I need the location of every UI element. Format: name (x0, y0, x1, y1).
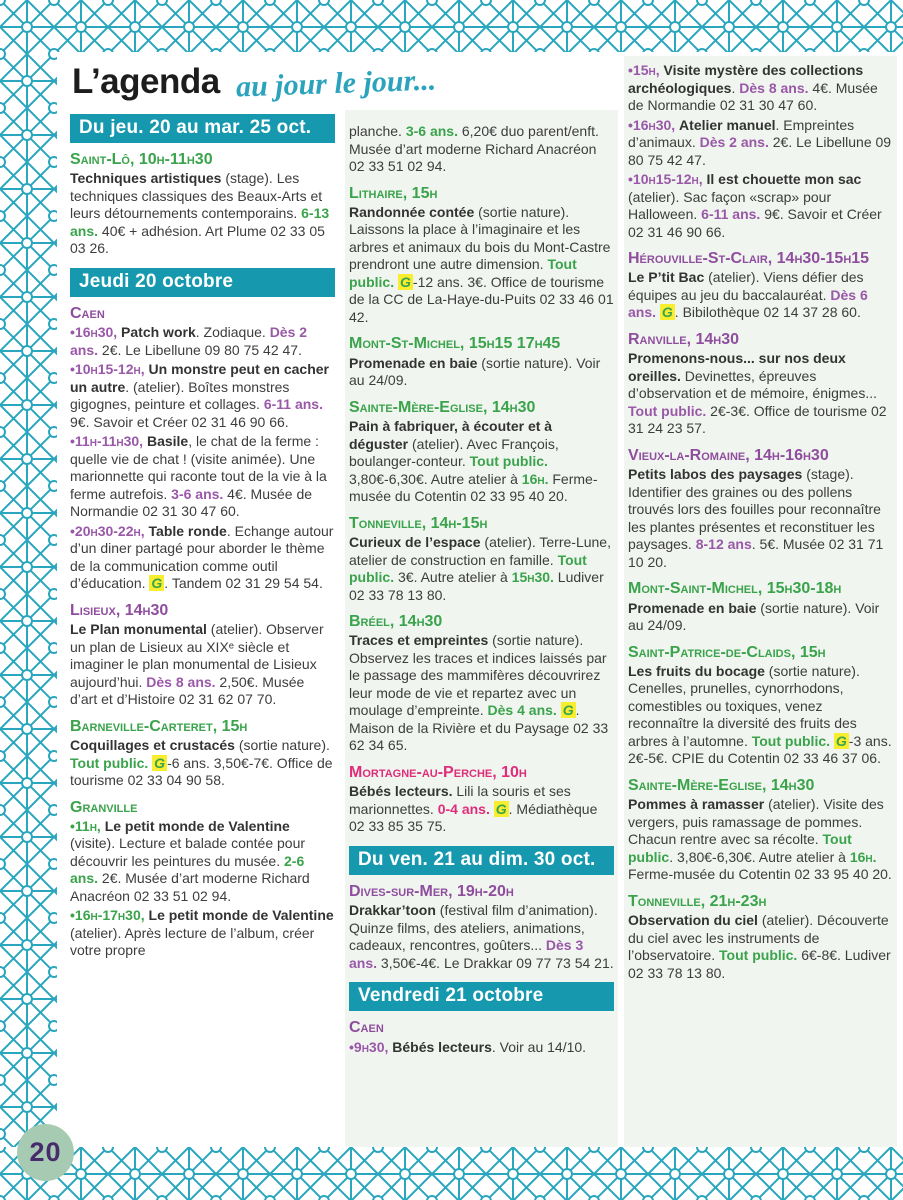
gratuit-badge: G (835, 732, 847, 749)
event-location: Tonneville, 21h-23h (628, 892, 767, 910)
event-block (628, 893, 893, 982)
gratuit-badge: G (154, 754, 166, 771)
border-pattern-top (0, 0, 903, 52)
event-location: Ranville, 14h30 (628, 330, 740, 348)
event-block (628, 777, 893, 884)
event-paragraph (70, 907, 335, 960)
text-segment: (stage). Les techniques classiques des Beaux-Arts et leurs détournements contemporains. (70, 170, 323, 222)
event-location: Caen (349, 1019, 384, 1037)
text-segment: -3 ans. 2€-5€. CPIE du Cotentin 02 33 46 37 06. (628, 732, 892, 767)
text-segment: Bébés lecteurs. (349, 783, 453, 800)
text-segment: Il est chouette mon sac (706, 171, 862, 187)
text-segment: 6-13 ans. (70, 205, 330, 239)
event-block (628, 644, 893, 768)
text-segment: 3,80€-6,30€. Autre atelier à (349, 470, 522, 487)
text-segment: 6-11 ans. (701, 206, 761, 222)
event-block (628, 250, 893, 322)
text-segment: . Echange autour d’un diner partagé pour aborder le thème de la communication comme outil d’éducation. (70, 522, 334, 592)
text-segment: Dès 8 ans. (146, 673, 216, 690)
event-paragraph (628, 171, 893, 241)
text-segment: Traces et empreintes (349, 632, 489, 649)
text-segment: (sortie nature). (234, 737, 330, 754)
gratuit-badge: G (661, 304, 673, 321)
text-segment: . (atelier). Boîtes monstres gigognes, peinture et collages. (70, 378, 290, 413)
event-paragraph (628, 350, 893, 438)
text-segment: 6-11 ans. (263, 396, 323, 413)
text-segment: Bébés lecteurs (392, 1038, 492, 1055)
event-block (349, 399, 614, 506)
text-segment: Promenons-nous... sur nos deux oreilles. (628, 350, 846, 384)
text-segment: Drakkar’toon (349, 902, 436, 919)
event-block (628, 580, 893, 634)
text-segment: •16h-17h30, (70, 907, 149, 924)
text-segment: •11h, (70, 817, 105, 834)
text-segment: Tout public. (349, 256, 577, 290)
text-segment: . Tandem 02 31 29 54 54. (164, 575, 323, 592)
event-block (349, 1019, 614, 1056)
event-block (70, 151, 335, 258)
text-segment: (sortie nature). Observez les traces et indices laissés par le passage des mammifères découvrirez leur mode de vie et repartez avec un moulage d’empreinte. (349, 632, 607, 719)
text-segment: (atelier). Visite des vergers, puis ramassage de pommes. Chacun rentre avec sa récolte. (628, 796, 884, 848)
text-segment: (atelier). Sac façon «scrap» pour Halloween. (628, 188, 832, 222)
text-segment: Pain à fabriquer, à écouter et à déguster (349, 418, 553, 452)
text-segment: . 5€. Musée 02 31 71 10 20. (628, 536, 884, 570)
text-segment: . (731, 79, 740, 96)
text-segment: 0-4 ans. (437, 800, 490, 817)
text-segment: 3-6 ans. (405, 123, 458, 139)
text-segment: Dès 6 ans. (628, 286, 868, 321)
event-paragraph (628, 269, 893, 322)
text-segment: •11h-11h30, (70, 433, 147, 450)
event-block (628, 331, 893, 438)
text-segment: Le petit monde de Valentine (148, 907, 334, 924)
text-segment: 9€. Savoir et Créer 02 31 46 90 66. (70, 413, 289, 430)
text-segment: (sortie nature). Laissons la place à l’imaginaire et les arbres et animaux du bois du Mont-Castre prendront une autre dimension. (349, 203, 611, 273)
event-paragraph (349, 1039, 614, 1057)
text-segment: Patch work (121, 324, 196, 341)
text-segment: 2-6 ans. (70, 852, 305, 887)
event-location: Sainte-Mère-Eglise, 14h30 (628, 776, 815, 794)
text-segment: 16h. (849, 848, 877, 865)
event-paragraph (628, 663, 893, 768)
event-paragraph (70, 433, 335, 521)
text-segment: Le P’tit Bac (628, 269, 705, 286)
text-segment: Visite mystère des collections archéologiques (628, 62, 864, 96)
date-band: Du jeu. 20 au mar. 25 oct. (70, 114, 335, 143)
text-segment: Dès 4 ans. (487, 702, 557, 719)
border-pattern-bottom (0, 1147, 903, 1200)
event-paragraph (349, 123, 614, 176)
event-location: Mont-St-Michel, 15h15 17h45 (349, 335, 561, 353)
date-band: Du ven. 21 au dim. 30 oct. (349, 846, 614, 875)
text-segment: Tout public. (349, 551, 587, 586)
text-segment: Table ronde (148, 522, 227, 539)
event-paragraph (70, 737, 335, 790)
text-segment: •20h30-22h, (70, 522, 149, 539)
gratuit-badge: G (151, 575, 163, 592)
text-segment: planche. (349, 123, 406, 139)
text-segment: (atelier). Avec François, boulanger-conteur. (349, 435, 559, 470)
date-band: Jeudi 20 octobre (70, 268, 335, 297)
text-segment: (visite). Lecture et balade contée pour découvrir les peintures du musée. (70, 835, 306, 869)
text-segment: . Médiathèque 02 33 85 35 75. (349, 800, 598, 835)
text-segment: Petits labos des paysages (628, 466, 803, 483)
text-segment: Coquillages et crustacés (70, 737, 235, 754)
event-block (628, 62, 893, 241)
text-segment: . Bibilothèque 02 14 37 28 60. (674, 304, 861, 321)
event-block (349, 515, 614, 604)
event-location: Bréel, 14h30 (349, 613, 443, 631)
text-segment: Dès 8 ans. (739, 79, 809, 96)
event-block (349, 883, 614, 972)
text-segment: 3€. Autre atelier à (394, 569, 512, 586)
event-block (349, 335, 614, 389)
event-paragraph (349, 632, 614, 755)
event-location: Mont-Saint-Michel, 15h30-18h (628, 580, 842, 598)
text-segment: Promenade en baie (349, 354, 478, 371)
event-location: Mortagne-au-Perche, 10h (349, 763, 527, 781)
text-segment: , le chat de la ferme : quelle vie de chat ! (visite animée). Une marionnette qui raconte tout de la vie à la ferme autrefois. (70, 433, 327, 502)
text-segment: Tout public. (70, 754, 149, 771)
text-segment: Atelier manuel (679, 116, 776, 133)
text-segment: (atelier). Découverte du ciel avec les instruments de l’observatoire. (628, 912, 889, 964)
page-title-script: au jour le jour... (235, 63, 437, 104)
text-segment: 3,50€-4€. Le Drakkar 09 77 73 54 21. (377, 954, 614, 971)
text-segment: -12 ans. 3€. Office de tourisme de la CC de La-Haye-du-Puits 02 33 46 01 42. (349, 273, 614, 325)
event-location: Lithaire, 15h (349, 184, 438, 202)
text-segment: 8-12 ans (695, 536, 752, 553)
event-block (349, 764, 614, 836)
text-segment: 2€. Musée d’art moderne Richard Anacréon 02 33 51 02 94. (70, 870, 310, 904)
event-block (70, 305, 335, 593)
text-segment: Ferme-musée du Cotentin 02 33 95 40 20. (349, 470, 598, 505)
event-block (70, 799, 335, 960)
event-location: Sainte-Mère-Eglise, 14h30 (349, 398, 536, 416)
event-paragraph (70, 818, 335, 906)
text-segment: 2€. Le Libellune 09 80 75 42 47. (98, 341, 302, 358)
text-segment: 2,50€. Musée d’art et d’Histoire 02 31 62 07 70. (70, 673, 305, 708)
event-block (628, 447, 893, 571)
text-segment: 2€. Le Libellune 09 80 75 42 47. (628, 134, 892, 168)
date-band: Vendredi 21 octobre (349, 982, 614, 1011)
event-block (349, 185, 614, 327)
agenda-column-1 (70, 114, 335, 1147)
text-segment: 16h. (521, 470, 549, 487)
text-segment: (atelier). Après lecture de l’album, créer votre propre (70, 924, 315, 959)
text-segment: Dès 2 ans. (699, 134, 769, 150)
text-segment: •10h15-12h, (628, 171, 707, 187)
event-location: Saint-Patrice-de-Claids, 15h (628, 643, 826, 661)
event-block (70, 718, 335, 790)
event-paragraph (628, 117, 893, 170)
event-block (70, 602, 335, 709)
event-block (349, 613, 614, 755)
text-segment: Lili la souris et ses marionnettes. (349, 783, 571, 817)
text-segment: Observation du ciel (628, 912, 758, 929)
page-number-badge (17, 1124, 74, 1181)
page-title: L’agenda (72, 62, 220, 101)
text-segment: Pommes à ramasser (628, 796, 765, 813)
event-location: Lisieux, 14h30 (70, 601, 169, 619)
text-segment: (atelier). Terre-Lune, atelier de construction en famille. (349, 534, 611, 568)
event-location: Barneville-Carteret, 15h (70, 717, 248, 735)
event-paragraph (70, 523, 335, 593)
text-segment: Un monstre peut en cacher un autre (70, 361, 330, 395)
event-paragraph (628, 62, 893, 115)
gratuit-badge: G (562, 702, 574, 719)
event-paragraph (628, 912, 893, 982)
text-segment: (festival film d’animation). Quinze films, des ateliers, animations, cadeaux, rencontres, goûters... (349, 902, 598, 954)
text-segment: 4€. Musée de Normandie 02 31 30 47 60. (628, 79, 878, 113)
event-paragraph (70, 361, 335, 431)
text-segment: . Voir au 14/10. (491, 1038, 587, 1055)
text-segment: (sortie nature). Voir au 24/09. (349, 354, 601, 389)
text-segment: 40€ + adhésion. Art Plume 02 33 05 03 26. (70, 222, 325, 257)
text-segment: Tout public (628, 831, 852, 865)
agenda-column-3 (628, 60, 893, 1147)
event-location: Saint-Lô, 10h-11h30 (70, 151, 213, 168)
page-header (70, 60, 614, 114)
event-paragraph (349, 204, 614, 327)
border-pattern-left (0, 0, 57, 1200)
event-paragraph (349, 418, 614, 506)
text-segment: 4€. Musée de Normandie 02 31 30 47 60. (70, 485, 313, 520)
text-segment: •16h30, (628, 116, 680, 133)
text-segment: Curieux de l’espace (349, 534, 481, 551)
text-segment: (atelier). Observer un plan de Lisieux au XIXᵉ siècle et imaginer le plan monumental de Lisieux aujourd’hui. (70, 621, 324, 690)
text-segment: . Empreintes d’animaux. (628, 116, 855, 150)
text-segment: Dès 3 ans. (349, 937, 584, 971)
gratuit-badge: G (495, 800, 507, 817)
event-location: Tonneville, 14h-15h (349, 514, 488, 532)
text-segment: Tout public. (469, 453, 548, 470)
text-segment: Tout public. (719, 947, 798, 964)
agenda-content (57, 52, 903, 1147)
text-segment: Le Plan monumental (70, 621, 207, 638)
event-location: Caen (70, 304, 105, 322)
text-segment: 15h30. (511, 569, 554, 586)
text-segment: Promenade en baie (628, 599, 757, 616)
text-segment: (sortie nature). Voir au 24/09. (628, 599, 880, 634)
text-segment: Ferme-musée du Cotentin 02 33 95 40 20. (628, 866, 892, 883)
event-paragraph (349, 902, 614, 972)
text-segment: Ludiver 02 33 78 13 80. (349, 569, 604, 603)
event-location: Dives-sur-Mer, 19h-20h (349, 882, 514, 900)
text-segment: (stage). Identifier des graines ou des pollens trouvés lors des fouilles pour reconnaître les plantes présentes et reconstituer les paysages. (628, 466, 881, 553)
text-segment: (atelier). Viens défier des équipes au jeu du baccalauréat. (628, 269, 864, 303)
text-segment: Devinettes, épreuves d’observation et de mémoire, énigmes... (628, 367, 878, 402)
text-segment: Les fruits du bocage (628, 662, 765, 679)
event-location: Vieux-la-Romaine, 14h-16h30 (628, 446, 829, 464)
text-segment: . Maison de la Rivière et du Paysage 02 33 62 34 65. (349, 702, 609, 754)
event-paragraph (349, 534, 614, 604)
text-segment: Dès 2 ans. (70, 324, 308, 358)
text-segment: 2€-3€. Office de tourisme 02 31 24 23 57. (628, 402, 887, 437)
text-segment: -6 ans. 3,50€-7€. Office de tourisme 02 33 04 90 58. (70, 754, 333, 789)
event-paragraph (349, 355, 614, 390)
text-segment: . 3,80€-6,30€. Autre atelier à (669, 848, 850, 865)
event-paragraph (628, 466, 893, 571)
text-segment: •15h, (628, 62, 664, 78)
text-segment: Tout public. (628, 402, 707, 419)
text-segment: . Zodiaque. (195, 324, 270, 341)
text-segment: •16h30, (70, 324, 122, 341)
gratuit-badge: G (400, 273, 411, 290)
text-segment: (sortie nature). Cenelles, prunelles, cynorrhodons, comestibles ou toxiques, venez reconnaître la diversité des fruits des arbres à l’automne. (628, 662, 860, 749)
text-segment: Techniques artistiques (70, 170, 222, 187)
text-segment: 9€. Savoir et Créer 02 31 46 90 66. (628, 206, 882, 240)
text-segment: Basile (146, 433, 189, 450)
page-number: 20 (29, 1137, 62, 1167)
event-paragraph (70, 621, 335, 709)
event-paragraph (628, 796, 893, 884)
text-segment: 3-6 ans. (171, 485, 224, 502)
event-paragraph (628, 600, 893, 635)
event-paragraph (349, 783, 614, 836)
text-segment: Randonnée contée (349, 203, 475, 220)
text-segment: •9h30, (349, 1038, 393, 1055)
text-segment: Le petit monde de Valentine (104, 817, 290, 834)
text-segment: 6€-8€. Ludiver 02 33 78 13 80. (628, 947, 891, 981)
text-segment: Tout public. (751, 732, 831, 749)
event-location: Granville (70, 798, 138, 816)
event-block (349, 123, 614, 176)
event-paragraph (70, 324, 335, 359)
text-segment: 6,20€ duo parent/enft. Musée d’art moderne Richard Anacréon 02 33 51 02 94. (349, 123, 599, 174)
event-paragraph (70, 170, 335, 258)
event-location: Hérouville-St-Clair, 14h30-15h15 (628, 250, 870, 267)
text-segment: •10h15-12h, (70, 361, 149, 378)
agenda-column-2 (349, 114, 614, 1147)
